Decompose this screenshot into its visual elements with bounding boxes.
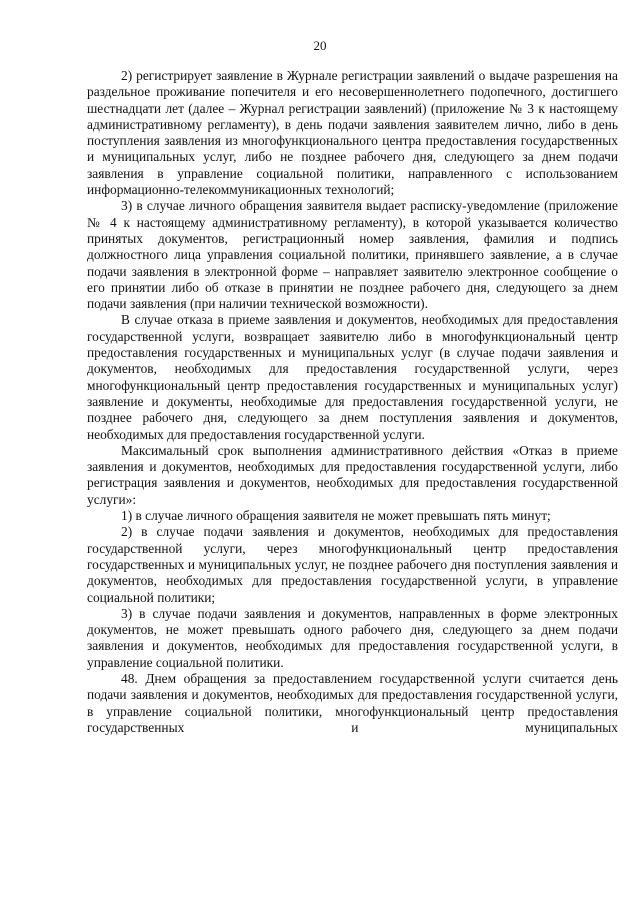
paragraph-receipt-notice: 3) в случае личного обращения заявителя выдает расписку-уведомление (приложение № 4 к настоящему административному регламенту), в которой указывается количество принятых документов, регистрационный номер заявления, фамилия и подпись должностного лица управления социальной политики, принявшего заявление, а в случае подачи заявления в электронной форме – направляет заявителю электронное сообщение о его принятии либо об отказе в принятии не позднее рабочего дня, следующего за днем подачи заявления (при наличии технической возможности). (87, 198, 618, 312)
paragraph-max-duration: Максимальный срок выполнения административного действия «Отказ в приеме заявления и документов, необходимых для предоставления государственной услуги, либо регистрация заявления и документов, необходимых для предоставления государственной услуги»: (87, 442, 618, 507)
paragraph-registration: 2) регистрирует заявление в Журнале регистрации заявлений о выдаче разрешения на раздельное проживание попечителя и его несовершеннолетнего подопечного, достигшего шестнадцати лет (далее – Журнал регистрации заявлений) (приложение № 3 к настоящему административному регламенту), в день подачи заявления заявителем лично, либо в день поступления заявления из многофункционального центра предоставления государственных и муниципальных услуг, либо не позднее рабочего дня, следующего за днем подачи заявления в управление социальной политики, направленного с использованием информационно-телекоммуникационных технологий; (87, 68, 618, 198)
paragraph-item-electronic: 3) в случае подачи заявления и документов, направленных в форме электронных документов, не может превышать одного рабочего дня, следующего за днем подачи заявления и документов, необходимых для предоставления государственной услуги, в управление социальной политики. (87, 605, 618, 670)
paragraph-item-personal: 1) в случае личного обращения заявителя не может превышать пять минут; (121, 508, 551, 524)
page-number: 20 (313, 38, 327, 53)
paragraph-48-day-of-application: 48. Днем обращения за предоставлением государственной услуги считается день подачи заявления и документов, необходимых для предоставления государственной услуги, в управление социальной политики, многофункциональный центр предоставления государственных и муниципальных (87, 670, 618, 735)
document-body (87, 68, 618, 736)
paragraph-refusal-return: В случае отказа в приеме заявления и документов, необходимых для предоставления государственной услуги, возвращает заявителю либо в многофункциональный центр предоставления государственных и муниципальных услуг (в случае подачи заявления и документов, необходимых для предоставления государственной услуги, через многофункциональный центр предоставления государственных и муниципальных услуг) заявление и документы, необходимые для предоставления государственной услуги, не позднее рабочего дня, следующего за днем поступления заявления и документов, необходимых для предоставления государственной услуги. (87, 312, 618, 442)
paragraph-item-mfc: 2) в случае подачи заявления и документов, необходимых для предоставления государственной услуги, через многофункциональный центр предоставления государственных и муниципальных услуг, не позднее рабочего дня поступления заявления и документов, необходимых для предоставления государственной услуги, в управление социальной политики; (87, 524, 618, 605)
